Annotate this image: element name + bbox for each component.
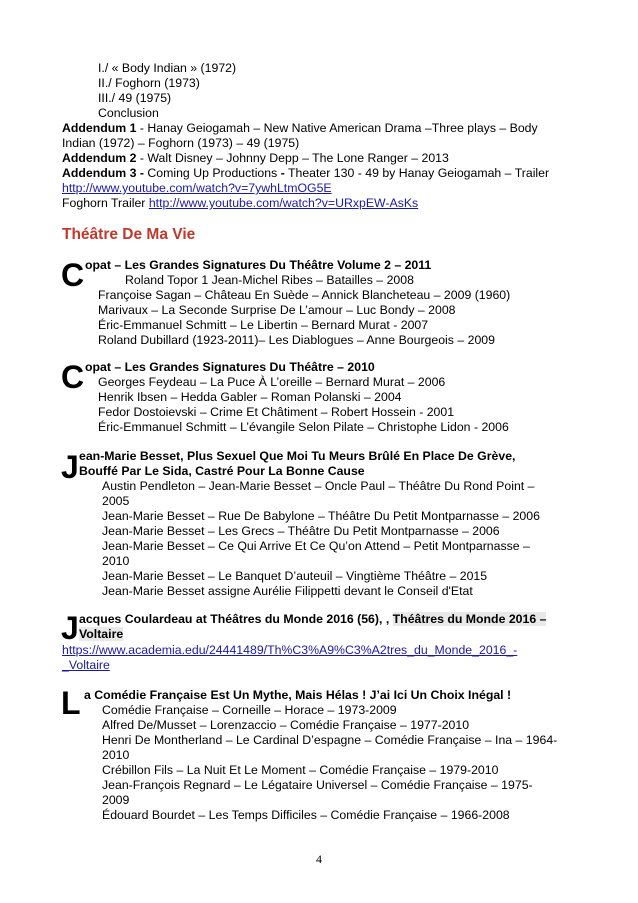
- addendum-1-cont: Indian (1972) – Foghorn (1973) – 49 (1975): [62, 136, 300, 150]
- block-2-title: opat – Les Grandes Signatures Du Théâtre – 2010: [85, 360, 375, 374]
- block-5-line: Henri De Montherland – Le Cardinal D’espagne – Comédie Française – Ina – 1964-: [102, 733, 558, 747]
- block-3-line: 2010: [102, 554, 130, 568]
- youtube-link-2[interactable]: http://www.youtube.com/watch?v=URxpEW-AsKs: [148, 196, 419, 210]
- block-5-line: 2010: [102, 748, 130, 762]
- block-5-line: 2009: [102, 793, 130, 807]
- block-2-line: Éric-Emmanuel Schmitt – L’évangile Selon Pilate – Christophe Lidon - 2006: [98, 420, 509, 434]
- block-1-line: Roland Dubillard (1923-2011)– Les Diablogues – Anne Bourgeois – 2009: [98, 333, 495, 347]
- foghorn-trailer-line: [62, 196, 418, 211]
- outline-item-2: II./ Foghorn (1973): [98, 76, 200, 90]
- page-number: 4: [316, 852, 322, 866]
- drop-cap-2: C: [61, 359, 85, 395]
- addendum-1: [62, 121, 538, 136]
- youtube-link-1[interactable]: http://www.youtube.com/watch?v=7ywhLtmOG5E: [62, 181, 332, 195]
- addendum-2: [62, 151, 449, 166]
- addendum-1-text: - Hanay Geiogamah – New Native American Drama –Three plays – Body: [136, 121, 538, 135]
- block-1-line: Éric-Emmanuel Schmitt – Le Libertin – Bernard Murat - 2007: [98, 318, 429, 332]
- block-5-line: Alfred De/Musset – Lorenzaccio – Comédie Française – 1977-2010: [102, 718, 470, 732]
- block-1-line: Roland Topor 1 Jean-Michel Ribes – Batailles – 2008: [125, 273, 414, 287]
- section-title: Théâtre De Ma Vie: [62, 226, 196, 243]
- block-3-line: Jean-Marie Besset – Les Grecs – Théâtre Du Petit Montparnasse – 2006: [102, 524, 500, 538]
- outline-item-4: Conclusion: [98, 106, 159, 120]
- addendum-2-label: Addendum 2: [62, 151, 137, 165]
- drop-cap-5: L: [61, 685, 81, 721]
- block-5-line: Comédie Française – Corneille – Horace – 1973-2009: [102, 703, 397, 717]
- block-4-title-text: acques Coulardeau at Théâtres du Monde 2016 (56), ,: [79, 612, 390, 626]
- block-5-line: Crébillon Fils – La Nuit Et Le Moment – Comédie Française – 1979-2010: [102, 763, 499, 777]
- block-4-title-1: [79, 612, 546, 627]
- addendum-3-dash: -: [280, 166, 285, 180]
- drop-cap-4: J: [61, 610, 79, 646]
- block-4-title-highlight: Théâtres du Monde 2016 –: [392, 612, 547, 626]
- block-4-title-2-text: Voltaire: [79, 627, 124, 641]
- addendum-2-text: - Walt Disney – Johnny Depp – The Lone Ranger – 2013: [136, 151, 449, 165]
- drop-cap-3: J: [61, 449, 79, 485]
- block-2-line: Henrik Ibsen – Hedda Gabler – Roman Polanski – 2004: [98, 390, 402, 404]
- block-3-line: Jean-Marie Besset assigne Aurélie Filippetti devant le Conseil d'Etat: [102, 584, 473, 598]
- addendum-3-label: Addendum 3 -: [62, 166, 144, 180]
- block-3-line: Jean-Marie Besset – Le Banquet D’auteuil – Vingtième Théâtre – 2015: [102, 569, 488, 583]
- block-3-line: 2005: [102, 494, 130, 508]
- addendum-1-label: Addendum 1: [62, 121, 137, 135]
- block-2-line: Fedor Dostoievski – Crime Et Châtiment – Robert Hossein - 2001: [98, 405, 455, 419]
- addendum-3: [62, 166, 549, 181]
- academia-link-line-1: [62, 643, 517, 658]
- block-5-line: Édouard Bourdet – Les Temps Difficiles – Comédie Française – 1966-2008: [102, 808, 510, 822]
- academia-link-line-2: [62, 658, 110, 673]
- block-5-title: a Comédie Française Est Un Mythe, Mais Hélas ! J’ai Ici Un Choix Inégal !: [84, 688, 512, 702]
- drop-cap-1: C: [61, 257, 85, 293]
- block-3-title-2: Bouffé Par Le Sida, Castré Pour La Bonne Cause: [79, 464, 365, 478]
- block-3-title-1: ean-Marie Besset, Plus Sexuel Que Moi Tu Meurs Brûlé En Place De Grève,: [79, 449, 516, 463]
- block-1-line: Françoise Sagan – Château En Suède – Annick Blancheteau – 2009 (1960): [98, 288, 511, 302]
- block-2-line: Georges Feydeau – La Puce À L’oreille – Bernard Murat – 2006: [98, 375, 446, 389]
- block-4-title-2: [79, 627, 123, 642]
- outline-item-1: I./ « Body Indian » (1972): [98, 61, 237, 75]
- addendum-3-rest: Theater 130 - 49 by Hanay Geiogamah – Trailer: [284, 166, 550, 180]
- foghorn-trailer-label: Foghorn Trailer: [62, 196, 149, 210]
- block-1-title: opat – Les Grandes Signatures Du Théâtre Volume 2 – 2011: [85, 258, 432, 272]
- block-3-line: Jean-Marie Besset – Rue De Babylone – Théâtre Du Petit Montparnasse – 2006: [102, 509, 540, 523]
- outline-item-3: III./ 49 (1975): [98, 91, 172, 105]
- youtube-link-1-line: [62, 181, 332, 196]
- block-3-line: Austin Pendleton – Jean-Marie Besset – Oncle Paul – Théâtre Du Rond Point –: [102, 479, 535, 493]
- block-1-line: Marivaux – La Seconde Surprise De L’amour – Luc Bondy – 2008: [98, 303, 456, 317]
- addendum-3-text: Coming Up Productions: [143, 166, 281, 180]
- academia-link-cont[interactable]: _Voltaire: [62, 658, 110, 672]
- block-3-line: Jean-Marie Besset – Ce Qui Arrive Et Ce Qu’on Attend – Petit Montparnasse –: [102, 539, 530, 553]
- academia-link[interactable]: https://www.academia.edu/24441489/Th%C3%A9%C3%A2tres_du_Monde_2016_-: [62, 643, 518, 657]
- block-5-line: Jean-François Regnard – Le Légataire Universel – Comédie Française – 1975-: [102, 778, 533, 792]
